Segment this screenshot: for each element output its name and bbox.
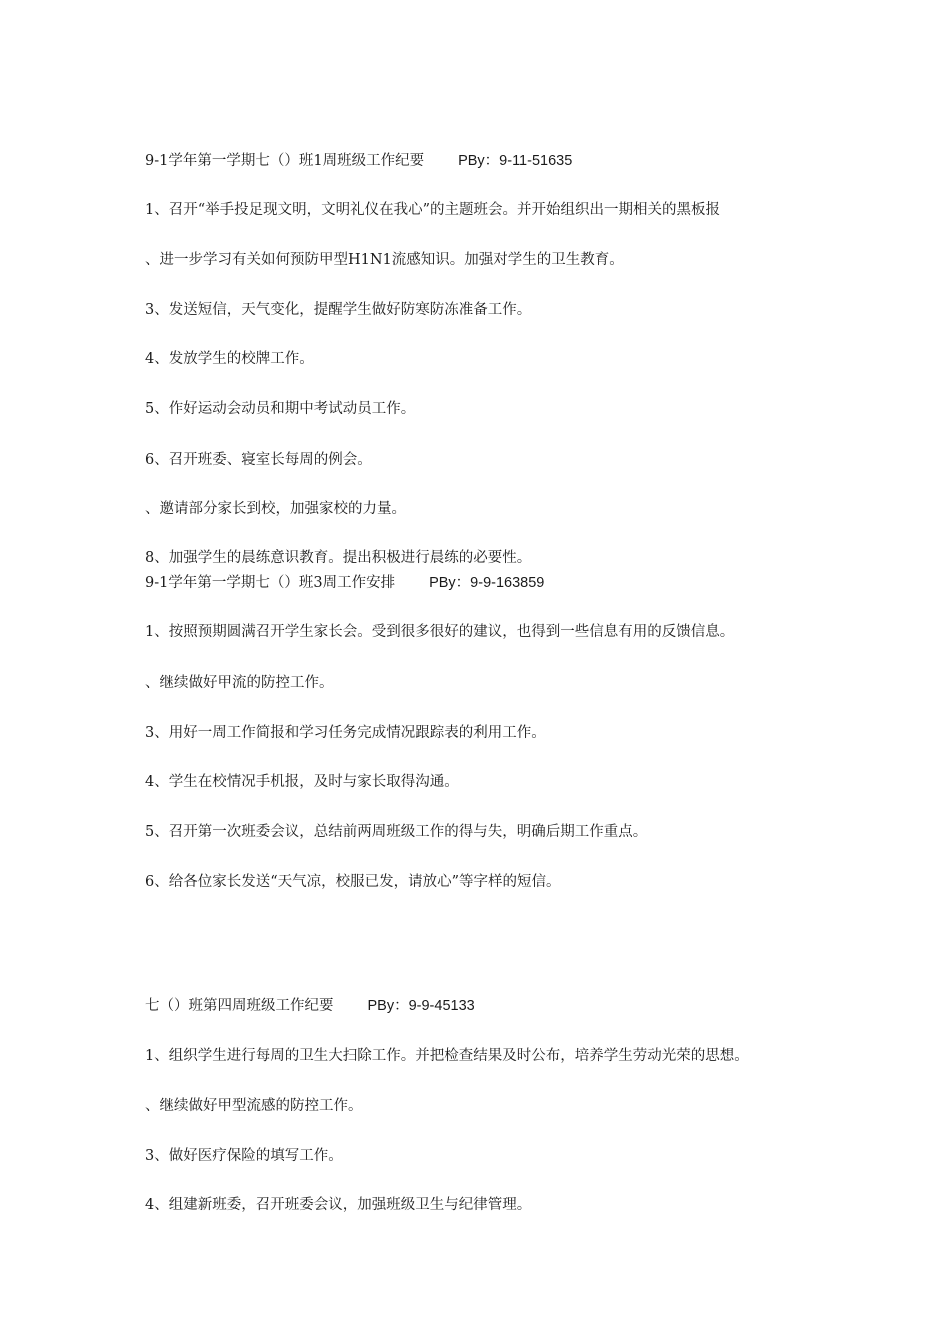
- pby-code: PBy：9-9-45133: [367, 998, 475, 1014]
- list-item: 、进一步学习有关如何预防甲型H1N1流感知识。加强对学生的卫生教育。: [145, 252, 624, 268]
- section-title: 9-1学年第一学期七（）班1周班级工作纪要: [145, 153, 425, 169]
- list-item: 4、学生在校情况手机报，及时与家长取得沟通。: [145, 774, 459, 790]
- list-item: 3、用好一周工作简报和学习任务完成情况跟踪表的利用工作。: [145, 725, 546, 741]
- section-1-heading: [145, 151, 572, 171]
- pby-code: PBy：9-9-163859: [429, 575, 545, 591]
- list-item: 1、组织学生进行每周的卫生大扫除工作。并把检查结果及时公布，培养学生劳动光荣的思想。: [145, 1048, 749, 1064]
- list-item: 、邀请部分家长到校，加强家校的力量。: [145, 501, 406, 517]
- section-title: 9-1学年第一学期七（）班3周工作安排: [145, 575, 396, 591]
- list-item: 8、加强学生的晨练意识教育。提出积极进行晨练的必要性。: [145, 550, 532, 566]
- section-3-heading: [145, 996, 475, 1016]
- section-2-heading: [145, 573, 544, 593]
- list-item: 1、按照预期圆满召开学生家长会。受到很多很好的建议，也得到一些信息有用的反馈信息。: [145, 624, 735, 640]
- list-item: 6、召开班委、寝室长每周的例会。: [145, 452, 372, 468]
- section-title: 七（）班第四周班级工作纪要: [145, 998, 334, 1014]
- list-item: 5、召开第一次班委会议，总结前两周班级工作的得与失，明确后期工作重点。: [145, 824, 648, 840]
- list-item: 6、给各位家长发送“天气凉，校服已发，请放心”等字样的短信。: [145, 874, 561, 890]
- list-item: 、继续做好甲型流感的防控工作。: [145, 1098, 363, 1114]
- list-item: 4、组建新班委，召开班委会议，加强班级卫生与纪律管理。: [145, 1197, 532, 1213]
- list-item: 3、做好医疗保险的填写工作。: [145, 1148, 343, 1164]
- pby-code: PBy：9-11-51635: [458, 153, 573, 169]
- list-item: 4、发放学生的校牌工作。: [145, 351, 314, 367]
- list-item: 5、作好运动会动员和期中考试动员工作。: [145, 401, 416, 417]
- list-item: 、继续做好甲流的防控工作。: [145, 675, 334, 691]
- list-item: 1、召开“举手投足现文明，文明礼仪在我心”的主题班会。并开始组织出一期相关的黑板报: [145, 202, 721, 218]
- list-item: 3、发送短信，天气变化，提醒学生做好防寒防冻准备工作。: [145, 302, 532, 318]
